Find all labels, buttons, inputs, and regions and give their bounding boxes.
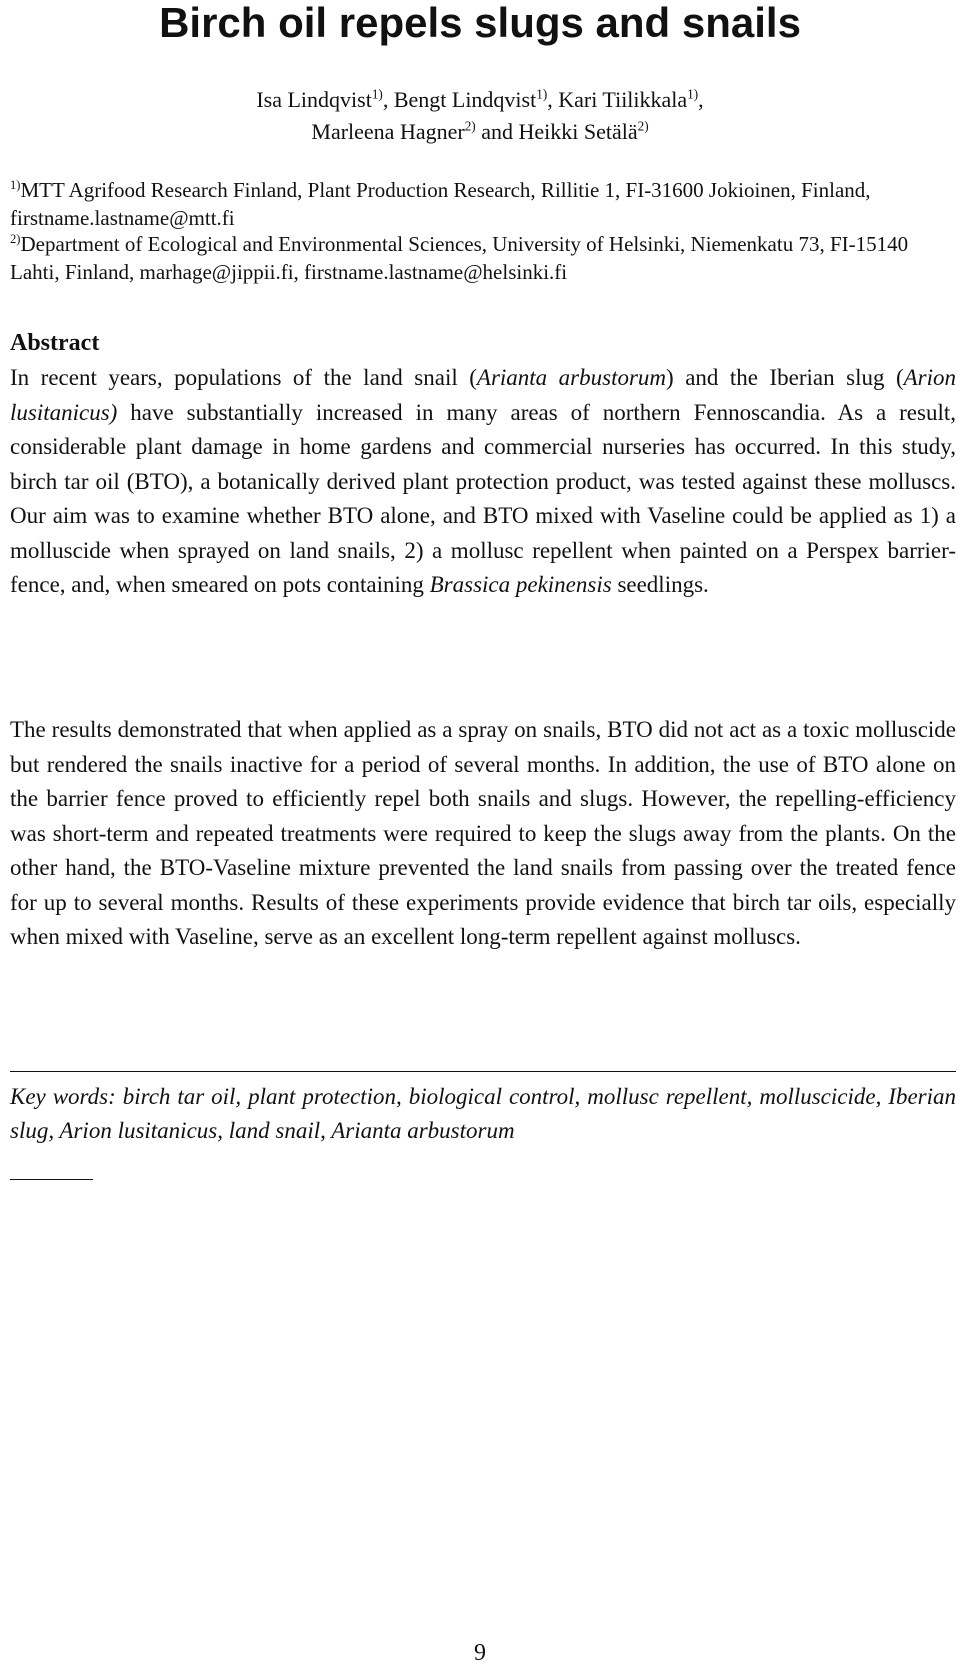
affiliation-mark: 1) <box>10 178 21 192</box>
affiliation-2 <box>10 230 950 286</box>
author-list <box>0 84 960 148</box>
text-run: have substantially increased in many areas of northern Fennoscandia. As a result, considerable plant damage in home gardens and commercial nurseries has occurred. In this study, birch tar oil (BTO), a botanically derived plant protection product, was tested against these molluscs. Our aim was to examine whether BTO alone, and BTO mixed with Vaseline could be applied as 1) a molluscide when sprayed on land snails, 2) a mollusc repellent when painted on a Perspex barrier-fence, and, when smeared on pots containing <box>10 399 956 597</box>
abstract-paragraph-1 <box>10 361 956 603</box>
text-run: ) and the Iberian slug ( <box>666 365 904 390</box>
abstract-heading: Abstract <box>10 330 100 356</box>
author-affiliation-mark: 2) <box>637 118 649 134</box>
keywords-bottom-rule <box>10 1179 93 1180</box>
affiliation-1 <box>10 176 950 232</box>
author-name: Marleena Hagner <box>311 119 465 144</box>
affiliation-text: Department of Ecological and Environmental Sciences, University of Helsinki, Niemenkatu 73, FI-15140 Lahti, Finland, marhage@jippii.fi, firstname.lastname@helsinki.fi <box>10 232 909 284</box>
author-affiliation-mark: 1) <box>536 86 548 102</box>
text-run: In recent years, populations of the land snail ( <box>10 365 477 390</box>
affiliation-mark: 2) <box>10 232 21 246</box>
species-name: Arianta arbustorum <box>476 365 667 390</box>
keywords-divider <box>10 1071 956 1072</box>
paper-title: Birch oil repels slugs and snails <box>159 0 801 46</box>
text-run: seedlings. <box>611 572 709 597</box>
species-name: Brassica pekinensis <box>429 572 612 597</box>
author-separator: , <box>698 87 704 112</box>
author-affiliation-mark: 1) <box>371 86 383 102</box>
author-affiliation-mark: 2) <box>464 118 476 134</box>
author-name: and Heikki Setälä <box>475 119 638 144</box>
abstract-paragraph-2: The results demonstrated that when applied as a spray on snails, BTO did not act as a toxic molluscide but rendered the snails inactive for a period of several months. In addition, the use of BTO alone on the barrier fence proved to efficiently repel both snails and slugs. However, the repelling-efficiency was short-term and repeated treatments were required to keep the slugs away from the plants. On the other hand, the BTO-Vaseline mixture prevented the land snails from passing over the treated fence for up to several months. Results of these experiments provide evidence that birch tar oils, especially when mixed with Vaseline, serve as an excellent long-term repellent against molluscs. <box>10 717 956 949</box>
author-name: , Kari Tiilikkala <box>547 87 688 112</box>
affiliation-text: MTT Agrifood Research Finland, Plant Production Research, Rillitie 1, FI-31600 Jokioinen, Finland, firstname.lastname@mtt.fi <box>10 178 871 230</box>
keywords: Key words: birch tar oil, plant protection, biological control, mollusc repellent, molluscicide, Iberian slug, Arion lusitanicus, land snail, Arianta arbustorum <box>10 1084 956 1143</box>
species-name: Arion lusitanicus) <box>10 365 957 425</box>
author-name: , Bengt Lindqvist <box>382 87 537 112</box>
page-number: 9 <box>474 1640 486 1666</box>
author-name: Isa Lindqvist <box>256 87 372 112</box>
author-affiliation-mark: 1) <box>687 86 699 102</box>
